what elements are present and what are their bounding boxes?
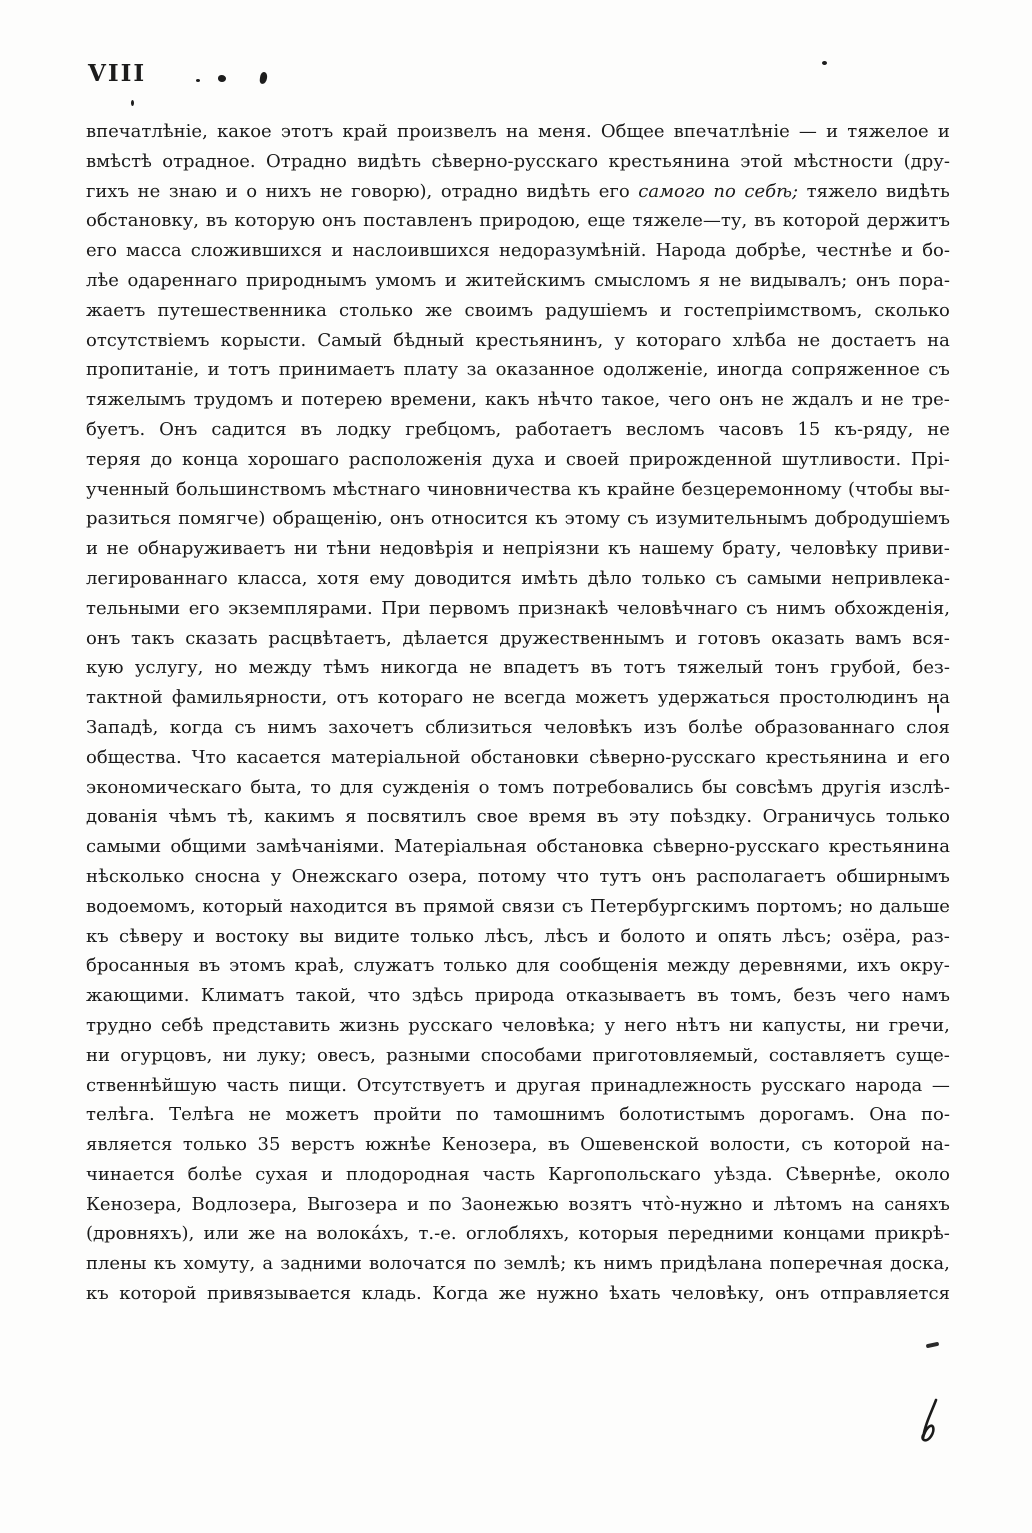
text-line: кую услугу, но между тѣмъ никогда не впадетъ въ тотъ тяжелый тонъ грубой, без- bbox=[86, 657, 950, 679]
text-line: ученный большинствомъ мѣстнаго чиновничества къ крайне безцеремонному (чтобы вы- bbox=[86, 478, 950, 500]
text-line: дованія чѣмъ тѣ, какимъ я посвятилъ свое время въ эту поѣздку. Ограничусь только bbox=[86, 806, 950, 828]
text-line: (дровняхъ), или же на волока́хъ, т.-е. оглобляхъ, которыя передними концами прикрѣ- bbox=[86, 1223, 950, 1245]
ink-speck bbox=[196, 79, 200, 82]
text-line: отсутствіемъ корысти. Самый бѣдный крестьянинъ, у котораго хлѣба не достаетъ на bbox=[86, 329, 950, 351]
body-text bbox=[86, 117, 950, 1309]
text-line: вмѣстѣ отрадное. Отрадно видѣть сѣверно-русскаго крестьянина этой мѣстности (дру- bbox=[86, 150, 950, 172]
text-line: телѣга. Телѣга не можетъ пройти по тамошнимъ болотистымъ дорогамъ. Она по- bbox=[86, 1104, 950, 1126]
ink-speck bbox=[822, 61, 827, 65]
text-line: чинается болѣе сухая и плодородная часть Каргопольскаго уѣзда. Сѣвернѣе, около bbox=[86, 1163, 950, 1185]
text-line: онъ такъ сказать расцвѣтаетъ, дѣлается дружественнымъ и готовъ оказать вамъ вся- bbox=[86, 627, 950, 649]
text-line: является только 35 верстъ южнѣе Кенозера, въ Ошевенской волости, съ которой на- bbox=[86, 1134, 950, 1156]
text-line: разиться помягче) обращенію, онъ относится къ этому съ изумительнымъ добродушіемъ bbox=[86, 508, 950, 530]
ink-speck bbox=[218, 75, 226, 82]
text-line: водоемомъ, который находится въ прямой связи съ Петербургскимъ портомъ; но дальше bbox=[86, 895, 950, 917]
text-line: тактной фамильярности, отъ котораго не всегда можетъ удержаться простолюдинъ на bbox=[86, 687, 950, 709]
text-line: лѣе одареннаго природнымъ умомъ и житейскимъ смысломъ я не видывалъ; онъ пора- bbox=[86, 269, 950, 291]
text-line: плены къ хомуту, а задними волочатся по землѣ; къ нимъ придѣлана поперечная доска, bbox=[86, 1253, 950, 1275]
text-line: и не обнаруживаетъ ни тѣни недовѣрія и непріязни къ нашему брату, человѣку приви- bbox=[86, 538, 950, 560]
text-line: общества. Что касается матеріальной обстановки сѣверно-русскаго крестьянина и его bbox=[86, 746, 950, 768]
text-line: трудно себѣ представить жизнь русскаго человѣка; у него нѣтъ ни капусты, ни гречи, bbox=[86, 1014, 950, 1036]
text-line: буетъ. Онъ садится въ лодку гребцомъ, работаетъ весломъ часовъ 15 къ-ряду, не bbox=[86, 418, 950, 440]
ink-speck bbox=[131, 100, 134, 106]
text-line: гихъ не знаю и о нихъ не говорю), отрадно видѣть его самого по себѣ; тяжело видѣть bbox=[86, 180, 950, 202]
text-line: къ которой привязывается кладь. Когда же нужно ѣхать человѣку, онъ отправляется bbox=[86, 1283, 950, 1305]
text-line: жаетъ путешественника столько же своимъ радушіемъ и гостепріимствомъ, сколько bbox=[86, 299, 950, 321]
text-line: ственнѣйшую часть пищи. Отсутствуетъ и другая принадлежность русскаго народа — bbox=[86, 1074, 950, 1096]
text-line: тяжелымъ трудомъ и потерею времени, какъ нѣчто такое, чего онъ не ждалъ и не тре- bbox=[86, 389, 950, 411]
text-line: его масса сложившихся и наслоившихся недоразумѣній. Народа добрѣе, честнѣе и бо- bbox=[86, 240, 950, 262]
text-line: къ сѣверу и востоку вы видите только лѣсъ, лѣсъ и болото и опять лѣсъ; озёра, раз- bbox=[86, 925, 950, 947]
text-line: Западѣ, когда съ нимъ захочетъ сблизиться человѣкъ изъ болѣе образованнаго слоя bbox=[86, 716, 950, 738]
ink-speck bbox=[926, 1342, 940, 1349]
text-line: обстановку, въ которую онъ поставленъ природою, еще тяжеле—ту, въ которой держитъ bbox=[86, 210, 950, 232]
text-line: ни огурцовъ, ни луку; овесъ, разными способами приготовляемый, составляетъ суще- bbox=[86, 1044, 950, 1066]
text-line: легированнаго класса, хотя ему доводится имѣть дѣло только съ самыми непривлека- bbox=[86, 567, 950, 589]
text-line: теряя до конца хорошаго расположенія духа и своей прирожденной шутливости. Прі- bbox=[86, 448, 950, 470]
text-line: жающими. Климатъ такой, что здѣсь природа отказываетъ въ томъ, безъ чего намъ bbox=[86, 985, 950, 1007]
text-line: нѣсколько сносна у Онежскаго озера, потому что тутъ онъ располагаетъ обширнымъ bbox=[86, 865, 950, 887]
text-line: тельными его экземплярами. При первомъ признакѣ человѣчнаго съ нимъ обхожденія, bbox=[86, 597, 950, 619]
text-line: впечатлѣніе, какое этотъ край произвелъ на меня. Общее впечатлѣніе — и тяжелое и bbox=[86, 121, 950, 142]
text-line: Кенозера, Водлозера, Выгозера и по Заонежью возятъ что̀-нужно и лѣтомъ на саняхъ bbox=[86, 1193, 950, 1215]
text-line: самыми общими замѣчаніями. Матеріальная обстановка сѣверно-русскаго крестьянина bbox=[86, 836, 950, 858]
text-line: пропитаніе, и тотъ принимаетъ плату за оказанное одолженіе, иногда сопряженное съ bbox=[86, 359, 950, 381]
text-line: бросанныя въ этомъ краѣ, служатъ только для сообщенія между деревнями, ихъ окру- bbox=[86, 955, 950, 977]
ink-speck bbox=[259, 72, 268, 85]
page-number: VIII bbox=[88, 60, 147, 87]
text-line: экономическаго быта, то для сужденія о томъ потребовались бы совсѣмъ другія изслѣ- bbox=[86, 776, 950, 798]
pen-mark bbox=[916, 1398, 946, 1446]
